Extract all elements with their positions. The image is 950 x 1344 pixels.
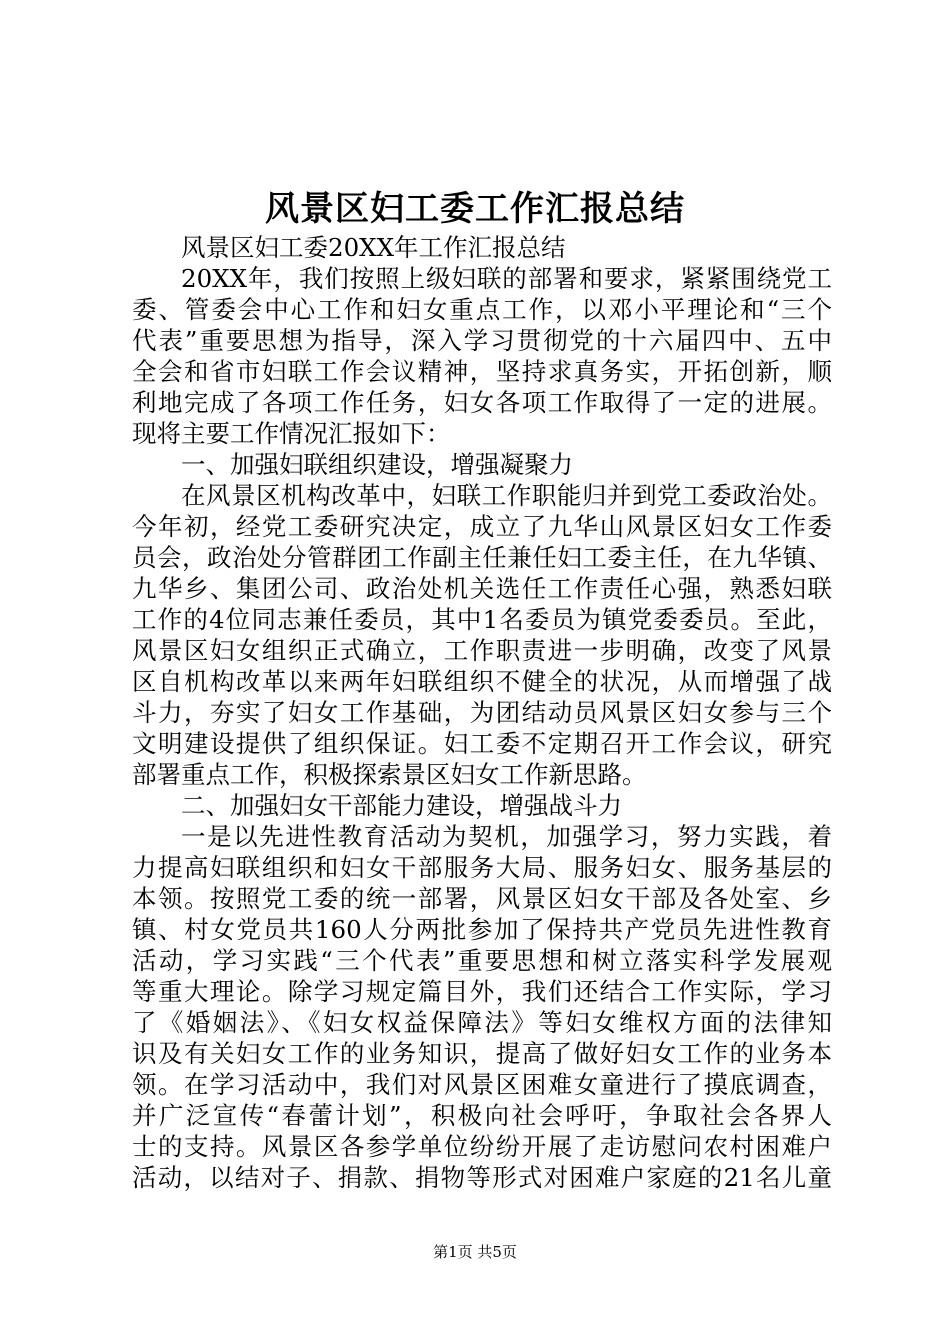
body-line: 士的支持。风景区各参学单位纷纷开展了走访慰问农村困难户 bbox=[132, 1132, 832, 1161]
body-line: 区自机构改革以来两年妇联组织不健全的状况，从而增强了战 bbox=[132, 667, 832, 696]
body-line: 并广泛宣传“春蕾计划”，积极向社会呼吁，争取社会各界人 bbox=[132, 1101, 832, 1130]
body-line: 在风景区机构改革中，妇联工作职能归并到党工委政治处。 bbox=[181, 481, 832, 510]
body-line: 风景区妇女组织正式确立，工作职责进一步明确，改变了风景 bbox=[132, 636, 832, 665]
body-line: 工作的4位同志兼任委员，其中1名委员为镇党委委员。至此， bbox=[132, 605, 832, 634]
body-line: 力提高妇联组织和妇女干部服务大局、服务妇女、服务基层的 bbox=[132, 853, 832, 882]
body-line: 领。在学习活动中，我们对风景区困难女童进行了摸底调查， bbox=[132, 1070, 832, 1099]
body-line: 一、加强妇联组织建设，增强凝聚力 bbox=[181, 450, 573, 479]
document-title: 风景区妇工委工作汇报总结 bbox=[265, 189, 685, 229]
body-line: 文明建设提供了组织保证。妇工委不定期召开工作会议，研究 bbox=[132, 729, 832, 758]
body-line: 了《婚姻法》、《妇女权益保障法》等妇女维权方面的法律知 bbox=[132, 1008, 832, 1037]
body-line: 现将主要工作情况汇报如下： bbox=[132, 419, 451, 448]
body-line: 部署重点工作，积极探索景区妇女工作新思路。 bbox=[132, 760, 647, 789]
body-line: 等重大理论。除学习规定篇目外，我们还结合工作实际，学习 bbox=[132, 977, 832, 1006]
body-line: 代表”重要思想为指导，深入学习贯彻党的十六届四中、五中 bbox=[132, 326, 832, 355]
body-line: 本领。按照党工委的统一部署，风景区妇女干部及各处室、乡 bbox=[132, 884, 832, 913]
body-line: 斗力，夯实了妇女工作基础，为团结动员风景区妇女参与三个 bbox=[132, 698, 832, 727]
body-line: 二、加强妇女干部能力建设，增强战斗力 bbox=[181, 791, 622, 820]
body-line: 镇、村女党员共160人分两批参加了保持共产党员先进性教育 bbox=[132, 915, 832, 944]
body-line: 利地完成了各项工作任务，妇女各项工作取得了一定的进展。 bbox=[132, 388, 832, 417]
body-line: 九华乡、集团公司、政治处机关选任工作责任心强，熟悉妇联 bbox=[132, 574, 832, 603]
body-line: 全会和省市妇联工作会议精神，坚持求真务实，开拓创新，顺 bbox=[132, 357, 832, 386]
body-line: 活动，学习实践“三个代表”重要思想和树立落实科学发展观 bbox=[132, 946, 832, 975]
body-line: 委、管委会中心工作和妇女重点工作，以邓小平理论和“三个 bbox=[132, 295, 832, 324]
body-line: 员会，政治处分管群团工作副主任兼任妇工委主任，在九华镇、 bbox=[132, 543, 832, 572]
body-line: 20XX年，我们按照上级妇联的部署和要求，紧紧围绕党工 bbox=[181, 264, 832, 293]
document-body bbox=[132, 232, 832, 1193]
body-line: 识及有关妇女工作的业务知识，提高了做好妇女工作的业务本 bbox=[132, 1039, 832, 1068]
body-line: 今年初，经党工委研究决定，成立了九华山风景区妇女工作委 bbox=[132, 512, 832, 541]
page-number: 第1页 共5页 bbox=[433, 1243, 517, 1261]
body-line: 一是以先进性教育活动为契机，加强学习，努力实践，着 bbox=[181, 822, 832, 851]
body-line: 风景区妇工委20XX年工作汇报总结 bbox=[181, 233, 566, 262]
body-line: 活动，以结对子、捐款、捐物等形式对困难户家庭的21名儿童 bbox=[132, 1163, 832, 1192]
